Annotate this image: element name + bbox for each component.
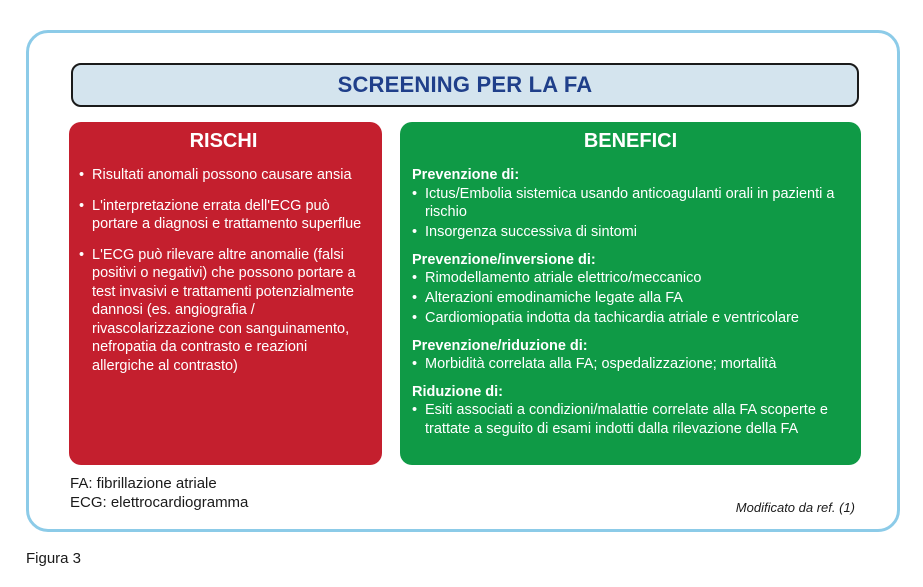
benefit-item: • Esiti associati a condizioni/malattie correlate alla FA scoperte e trattate a seguito di esami indotti dalla rilevazione della FA — [412, 401, 849, 438]
risk-item: • L'ECG può rilevare altre anomalie (falsi positivi o negativi) che possono portare a test invasivi e trattamenti potenzialmente dannosi (es. angiografia / rivascolarizzazione con sanguinamento, nefropatia da contrasto e reazioni allergiche al contrasto) — [79, 246, 368, 376]
benefit-list — [412, 185, 849, 242]
diagram-title: SCREENING PER LA FA — [337, 72, 593, 97]
footnotes — [70, 474, 248, 512]
benefit-item: • Ictus/Embolia sistemica usando anticoagulanti orali in pazienti a rischio — [412, 185, 849, 222]
benefit-item: • Cardiomiopatia indotta da tachicardia atriale e ventricolare — [412, 309, 849, 328]
benefit-group-prevention — [412, 166, 849, 242]
title-bar — [71, 63, 859, 107]
footnote-fa: FA: fibrillazione atriale — [70, 475, 217, 492]
benefit-group-prevention-reversal — [412, 251, 849, 328]
benefit-group-heading: Prevenzione/riduzione di: — [412, 337, 588, 354]
benefit-list — [412, 269, 849, 328]
risks-list — [79, 166, 368, 375]
benefit-list — [412, 401, 849, 438]
benefit-group-prevention-reduction — [412, 337, 849, 374]
footnote-ecg: ECG: elettrocardiogramma — [70, 494, 249, 511]
benefit-list — [412, 355, 849, 374]
benefit-item: • Alterazioni emodinamiche legate alla FA — [412, 289, 849, 308]
risk-item: • Risultati anomali possono causare ansia — [79, 166, 368, 185]
benefits-panel — [400, 122, 861, 465]
benefit-group-heading: Prevenzione di: — [412, 167, 520, 183]
benefit-group-heading: Riduzione di: — [412, 383, 504, 400]
risks-heading: RISCHI — [189, 130, 258, 152]
source-note: Modificato da ref. (1) — [735, 500, 855, 515]
benefit-item: • Morbidità correlata alla FA; ospedalizzazione; mortalità — [412, 355, 849, 374]
benefit-group-heading: Prevenzione/inversione di: — [412, 251, 596, 268]
benefit-item: • Rimodellamento atriale elettrico/meccanico — [412, 269, 849, 288]
risk-item: • L'interpretazione errata dell'ECG può portare a diagnosi e trattamento superflue — [79, 197, 368, 234]
risks-panel — [69, 122, 382, 465]
benefit-group-reduction — [412, 383, 849, 439]
benefit-item: • Insorgenza successiva di sintomi — [412, 223, 849, 242]
benefits-heading: BENEFICI — [583, 130, 678, 152]
figure-caption: Figura 3 — [26, 550, 82, 567]
